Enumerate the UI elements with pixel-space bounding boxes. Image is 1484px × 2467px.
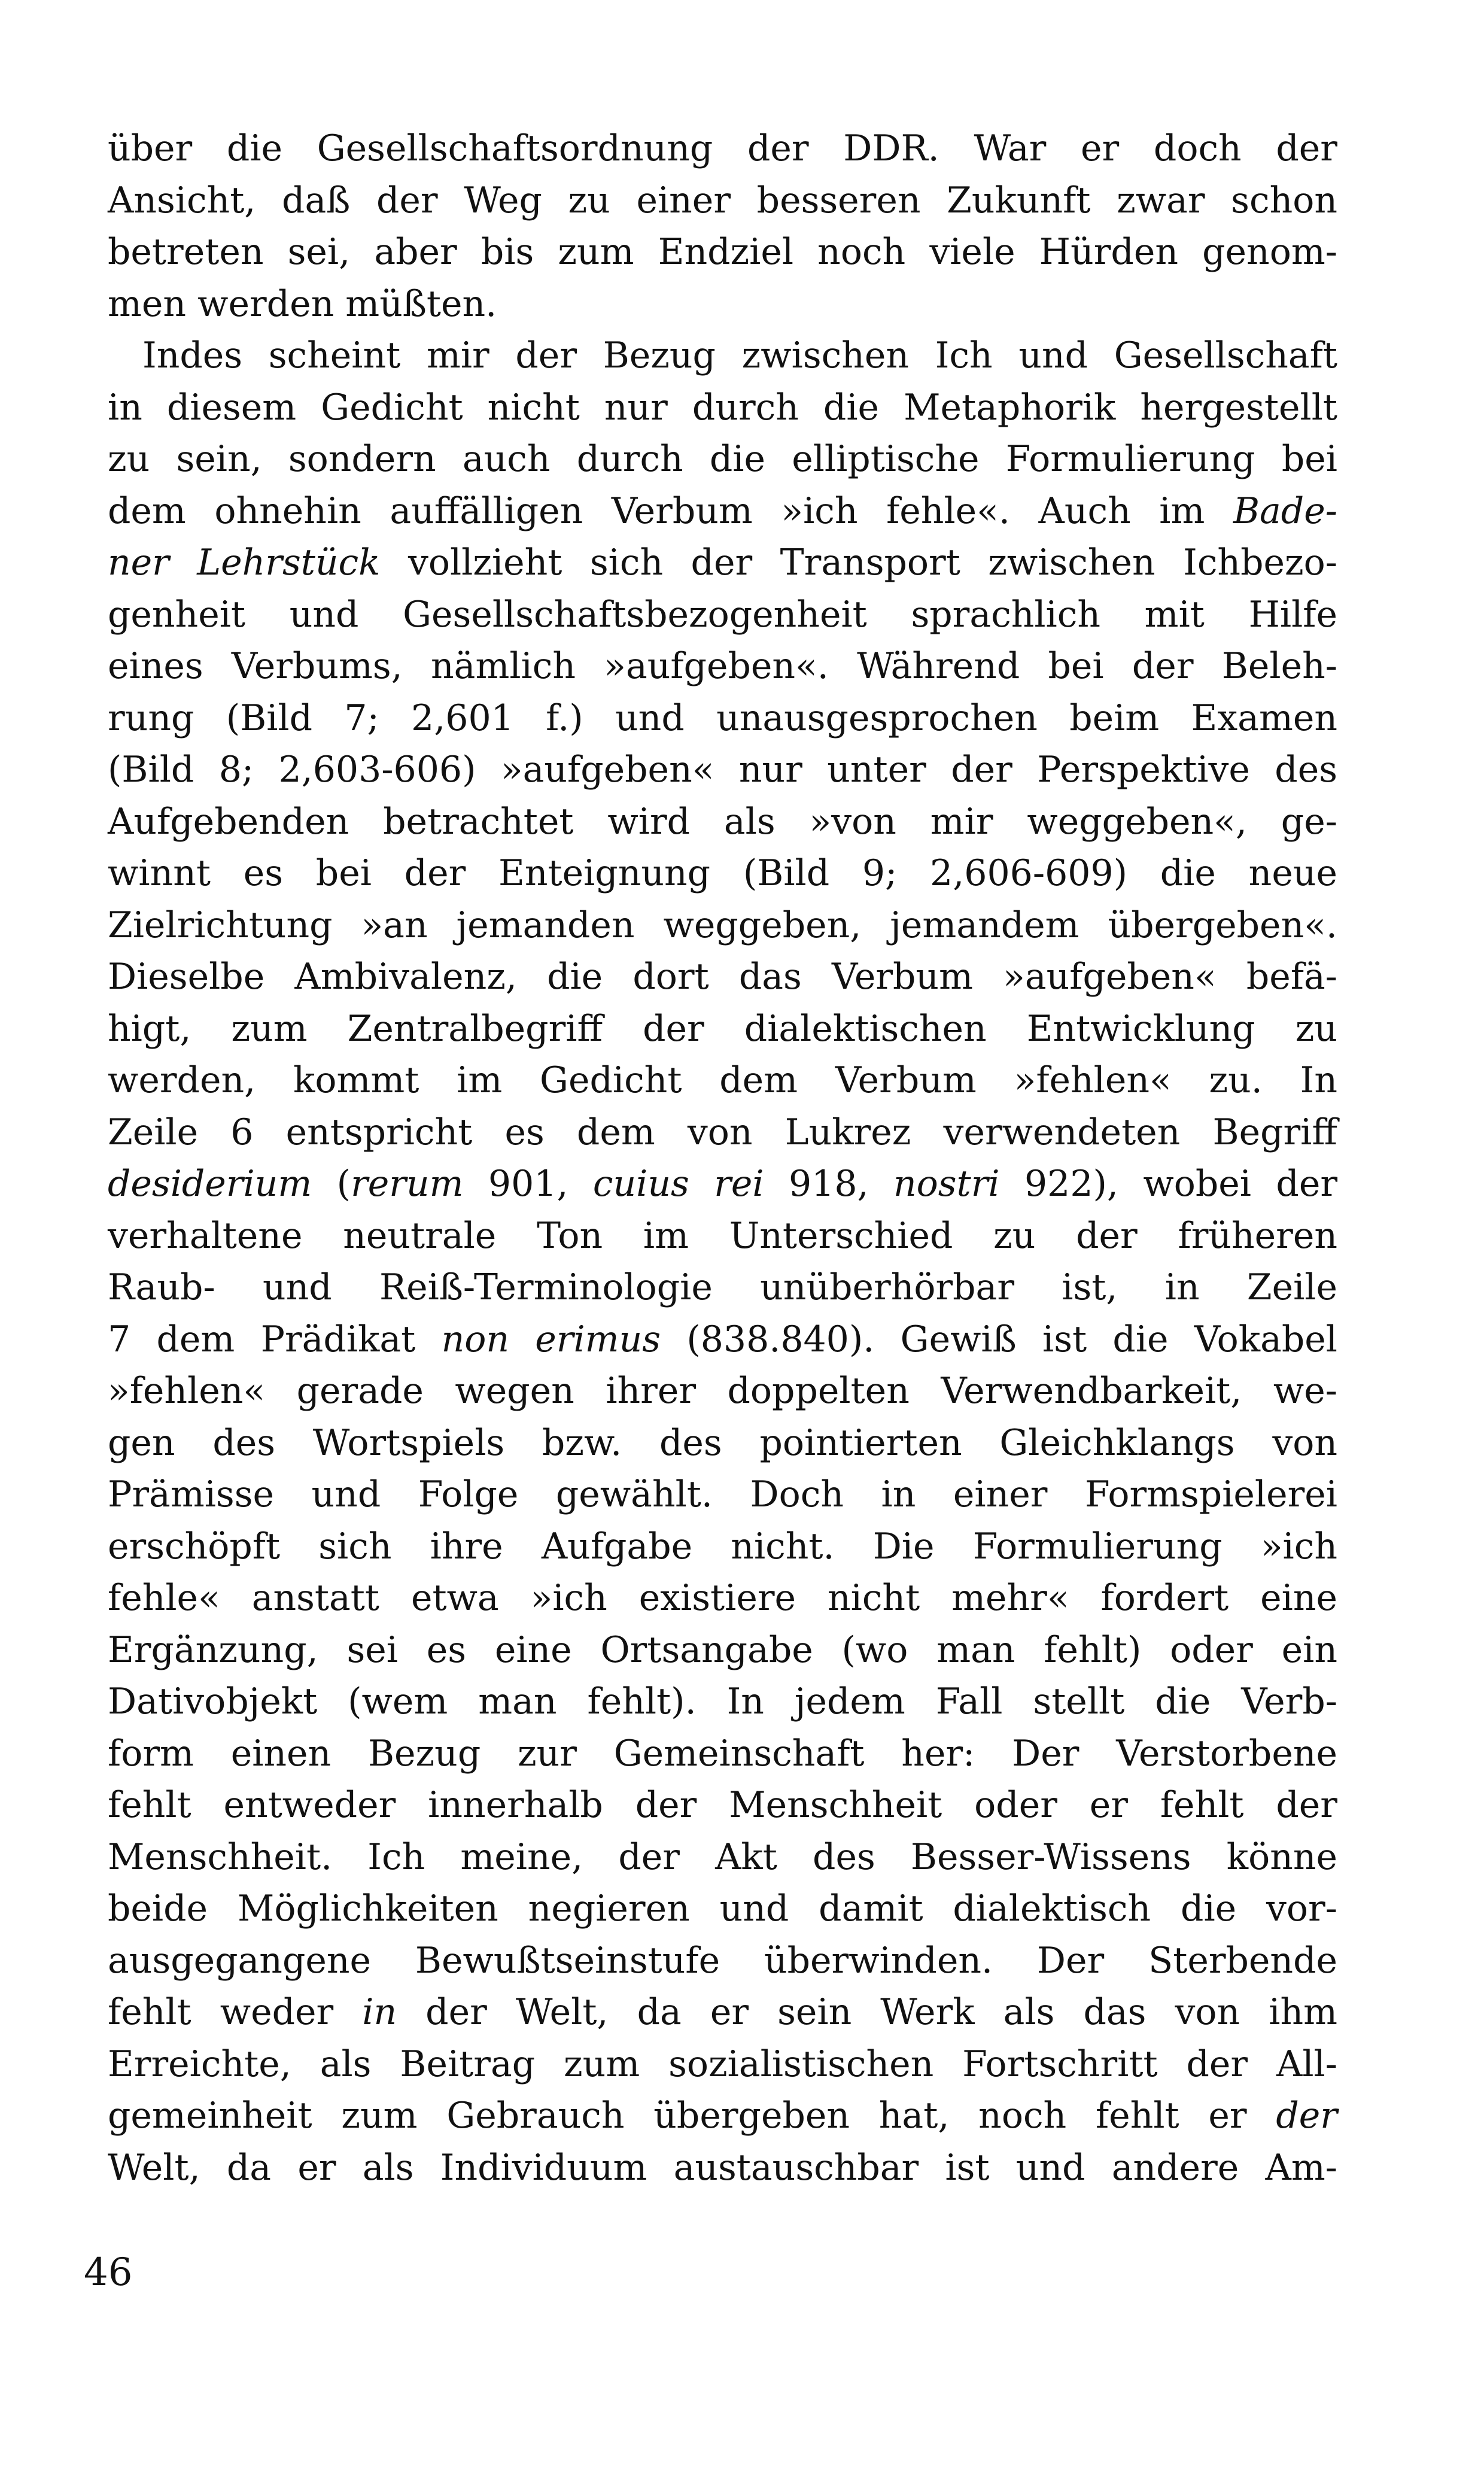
body-text (108, 123, 1337, 2193)
text-line: Ansicht, daß der Weg zu einer besseren Zukunft zwar schon (108, 179, 1337, 221)
italic-emphasis: in (362, 1991, 397, 2033)
text-line: Menschheit. Ich meine, der Akt des Besser-Wissens könne (108, 1836, 1337, 1878)
text-line: fehlt entweder innerhalb der Menschheit oder er fehlt der (108, 1784, 1337, 1826)
text-line: Zeile 6 entspricht es dem von Lukrez verwendeten Begriff (108, 1111, 1337, 1153)
text-line: Indes scheint mir der Bezug zwischen Ich und Gesellschaft (142, 335, 1337, 376)
text-line: (Bild 8; 2,603-606) »aufgeben« nur unter der Perspektive des (108, 749, 1337, 791)
text-line: in diesem Gedicht nicht nur durch die Metaphorik hergestellt (108, 386, 1337, 429)
text-line: Ergänzung, sei es eine Ortsangabe (wo man fehlt) oder ein (108, 1629, 1337, 1671)
text-line: higt, zum Zentralbegriff der dialektischen Entwicklung zu (108, 1007, 1337, 1050)
text-line: »fehlen« gerade wegen ihrer doppelten Verwendbarkeit, we- (108, 1370, 1337, 1412)
italic-term: rerum (351, 1163, 464, 1205)
text-line: gen des Wortspiels bzw. des pointierten Gleichklangs von (108, 1421, 1337, 1464)
italic-title: Bade- (1233, 490, 1337, 532)
text-line: beide Möglichkeiten negieren und damit dialektisch die vor- (108, 1888, 1337, 1930)
text-line: genheit und Gesellschaftsbezogenheit sprachlich mit Hilfe (108, 593, 1337, 636)
text-line: winnt es bei der Enteignung (Bild 9; 2,606-609) die neue (108, 852, 1337, 894)
page-number: 46 (84, 2250, 133, 2295)
text-line: werden, kommt im Gedicht dem Verbum »fehlen« zu. In (108, 1059, 1337, 1101)
italic-term: desiderium (108, 1163, 312, 1205)
italic-term: nostri (893, 1163, 1000, 1205)
text-line: fehle« anstatt etwa »ich existiere nicht mehr« fordert eine (108, 1577, 1337, 1619)
text-line: eines Verbums, nämlich »aufgeben«. Während bei der Beleh- (108, 645, 1337, 687)
italic-emphasis: der (1276, 2095, 1337, 2137)
text-line: fehlt weder in der Welt, da er sein Werk als das von ihm (108, 1991, 1337, 2033)
text-line: form einen Bezug zur Gemeinschaft her: Der Verstorbene (108, 1732, 1337, 1775)
text-line: ausgegangene Bewußtseinstufe überwinden. Der Sterbende (108, 1939, 1337, 1982)
text-line: 7 dem Prädikat non erimus (838.840). Gewiß ist die Vokabel (108, 1318, 1338, 1360)
text-line: dem ohnehin auffälligen Verbum »ich fehle«. Auch im Bade- (108, 490, 1337, 532)
text-line: Dativobjekt (wem man fehlt). In jedem Fall stellt die Verb- (108, 1681, 1337, 1722)
text-line: Prämisse und Folge gewählt. Doch in einer Formspielerei (108, 1473, 1337, 1515)
text-line: betreten sei, aber bis zum Endziel noch viele Hürden genom- (108, 231, 1337, 273)
italic-term: non erimus (441, 1318, 661, 1360)
text-line: gemeinheit zum Gebrauch übergeben hat, noch fehlt er der (108, 2095, 1337, 2137)
text-line: ner Lehrstück vollzieht sich der Transport zwischen Ichbezo- (108, 542, 1337, 584)
italic-title: ner Lehrstück (108, 542, 381, 584)
text-line: über die Gesellschaftsordnung der DDR. War er doch der (108, 127, 1337, 169)
text-line: Zielrichtung »an jemanden weggeben, jemandem übergeben«. (108, 904, 1337, 946)
text-line: men werden müßten. (108, 282, 497, 325)
text-line: verhaltene neutrale Ton im Unterschied zu der früheren (108, 1214, 1337, 1257)
text-line: rung (Bild 7; 2,601 f.) und unausgesprochen beim Examen (108, 697, 1337, 739)
text-line: Aufgebenden betrachtet wird als »von mir weggeben«, ge- (108, 800, 1337, 843)
text-line: Dieselbe Ambivalenz, die dort das Verbum »aufgeben« befä- (108, 956, 1337, 998)
text-line: desiderium (rerum 901, cuius rei 918, nostri 922), wobei der (108, 1163, 1338, 1205)
text-line: erschöpft sich ihre Aufgabe nicht. Die Formulierung »ich (108, 1525, 1337, 1567)
text-line: Erreichte, als Beitrag zum sozialistischen Fortschritt der All- (108, 2043, 1337, 2085)
text-line: Raub- und Reiß-Terminologie unüberhörbar ist, in Zeile (108, 1266, 1337, 1308)
italic-term: cuius rei (592, 1163, 764, 1205)
text-line: Welt, da er als Individuum austauschbar ist und andere Am- (108, 2146, 1337, 2189)
text-line: zu sein, sondern auch durch die elliptische Formulierung bei (108, 438, 1337, 480)
